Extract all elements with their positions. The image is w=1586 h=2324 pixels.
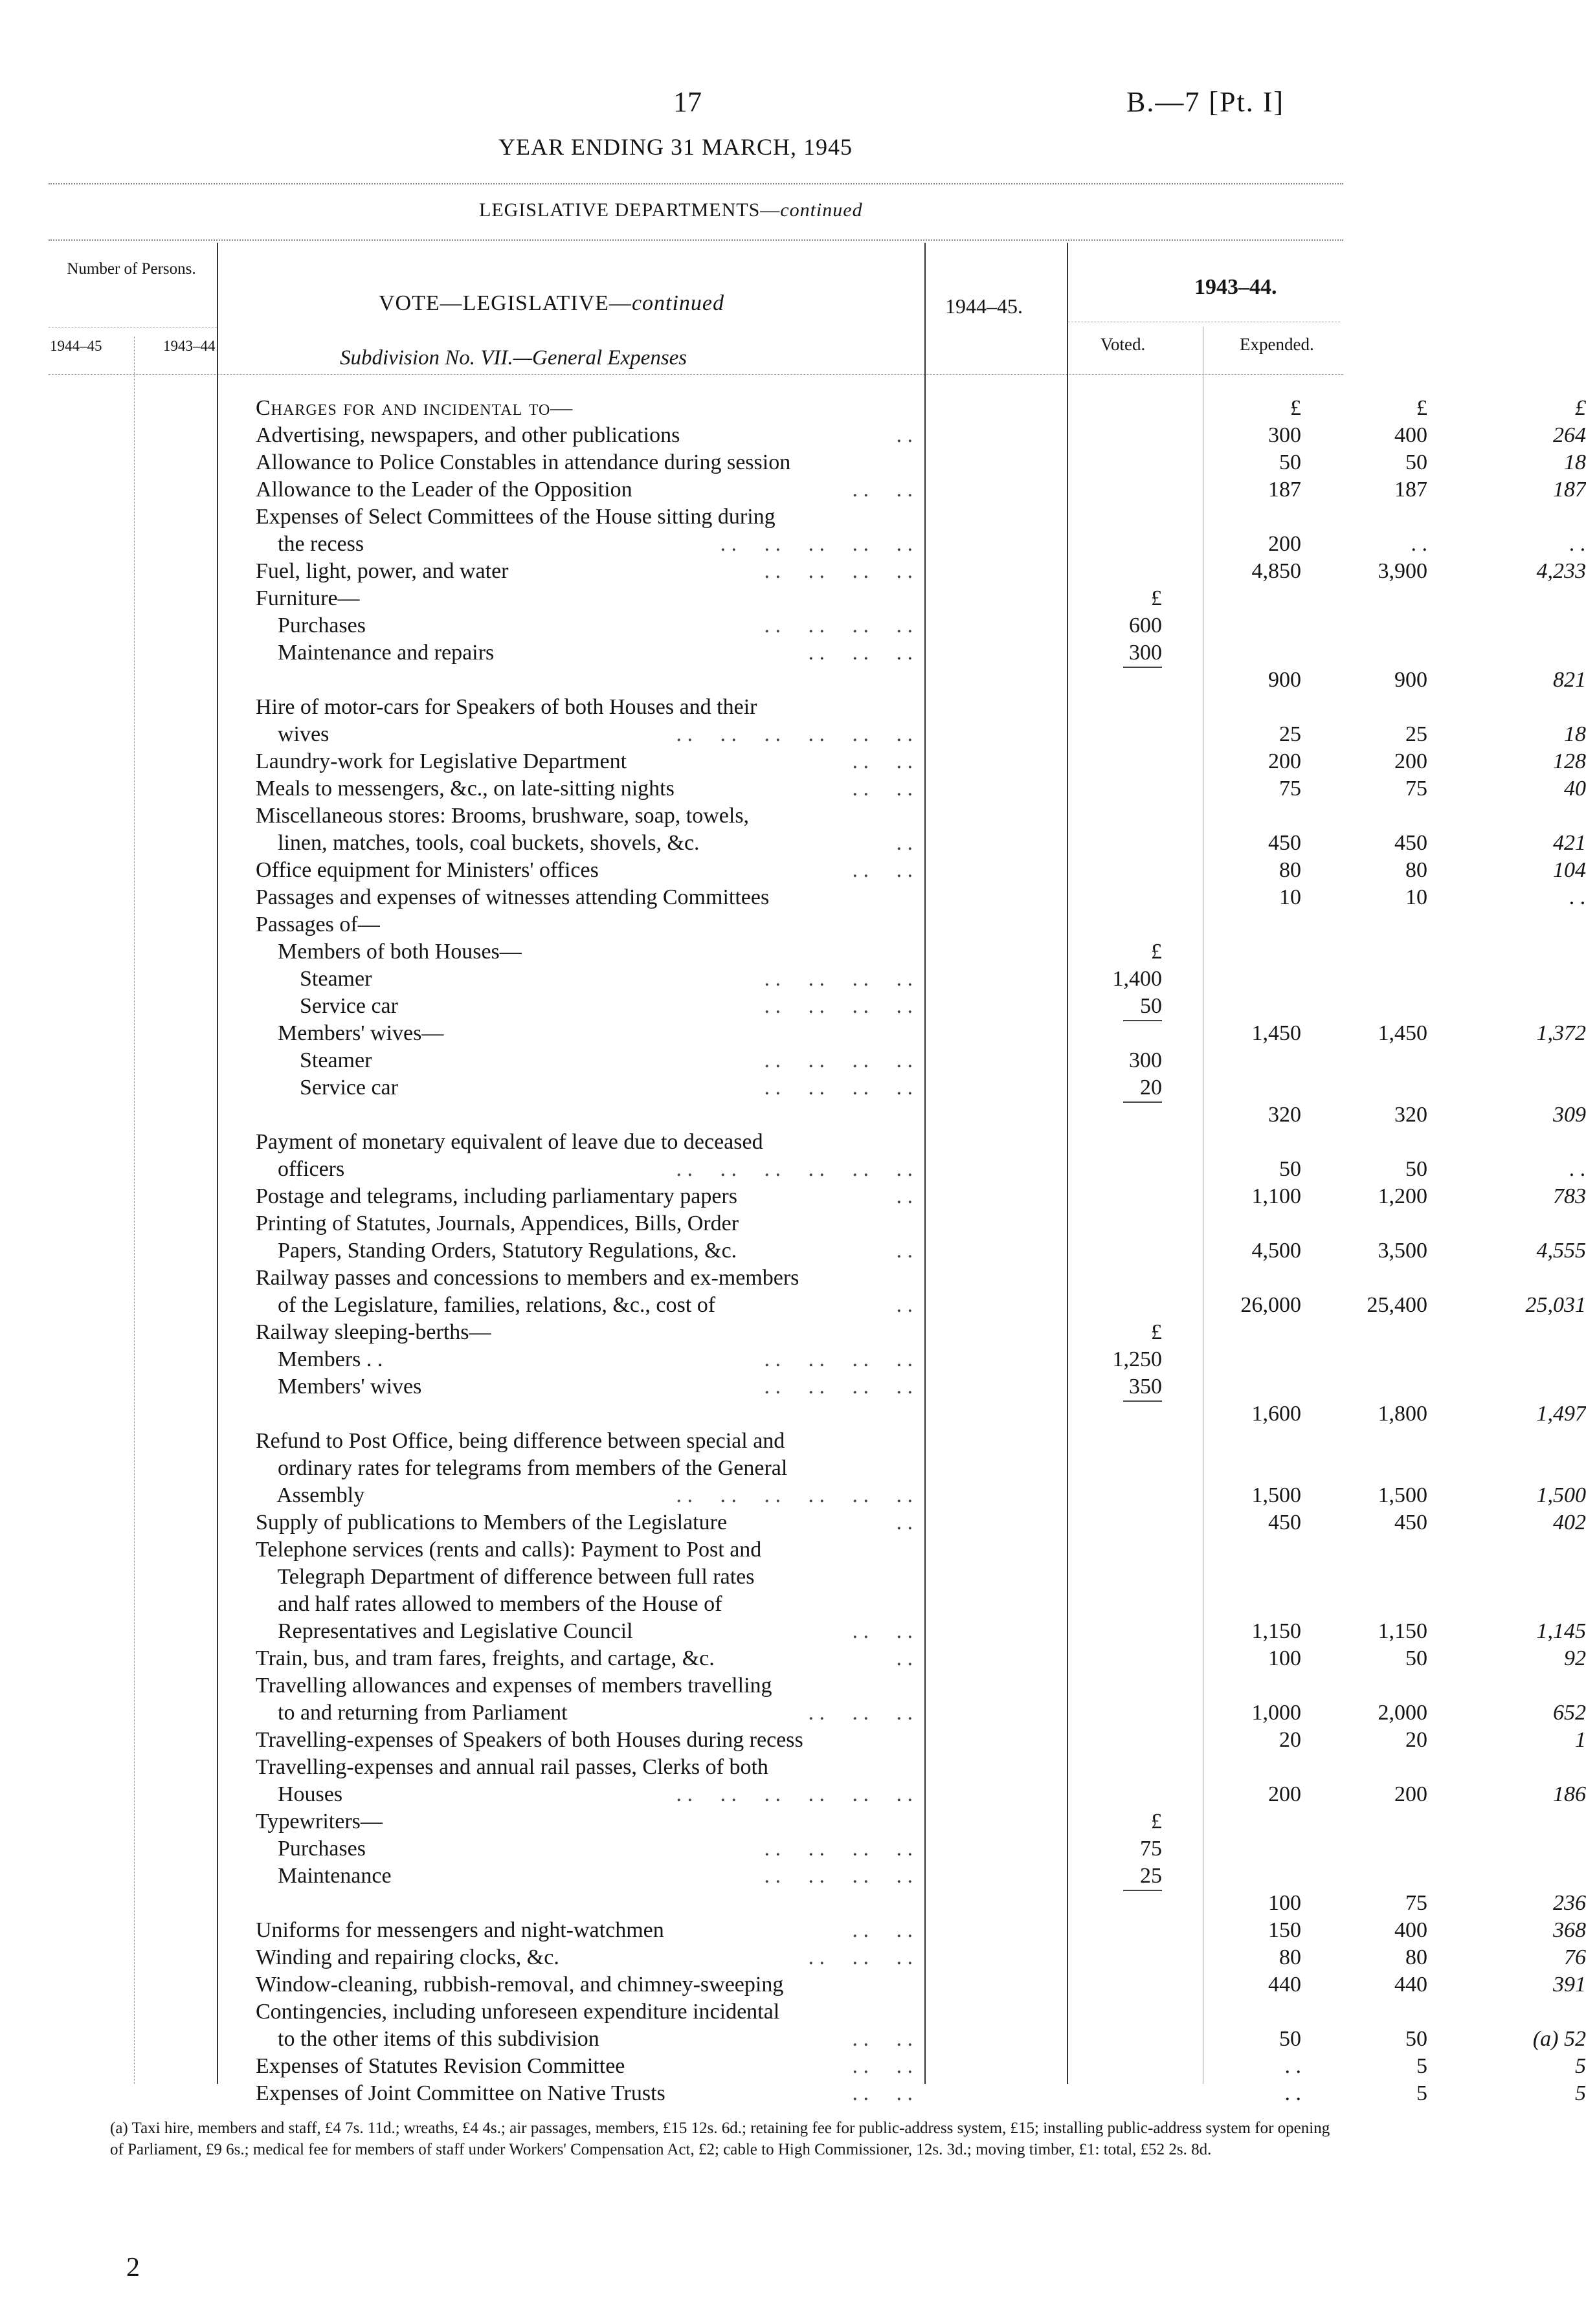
table-row (256, 1781, 1586, 1808)
amount-voted-1943-44: 50 (1405, 1157, 1427, 1181)
table-row (256, 1890, 1586, 1917)
table-row (256, 1101, 1586, 1129)
table-row (256, 1020, 1586, 1047)
amount-expended-1943-44: . . (1569, 532, 1586, 556)
amount-1944-45: 900 (1268, 668, 1301, 692)
row-label: Postage and telegrams, including parliamentary papers . . (256, 1183, 913, 1210)
amount-expended-1943-44: 821 (1553, 668, 1586, 692)
table-row (256, 1346, 1460, 1373)
amount-voted-1943-44: 400 (1394, 1918, 1427, 1942)
amount-voted-1943-44: 75 (1405, 777, 1427, 801)
table-row (256, 1047, 1460, 1074)
number-of-persons-header: Number of Persons. (67, 260, 196, 278)
table-row (256, 1210, 1460, 1237)
amount-1944-45: 187 (1268, 478, 1301, 502)
amount-voted-1943-44: 187 (1394, 478, 1427, 502)
amount-voted-1943-44: 75 (1405, 1891, 1427, 1915)
amount-expended-1943-44: 402 (1553, 1511, 1586, 1534)
row-label: Members' wives— (256, 1021, 444, 1045)
row-label: Payment of monetary equivalent of leave due to deceased (256, 1130, 763, 1154)
amount-expended-1943-44: 1 (1575, 1728, 1586, 1752)
row-label: to the other items of this subdivision . . . . (256, 2026, 913, 2053)
amount-1944-45: 200 (1268, 532, 1301, 556)
table-row (256, 2053, 1586, 2080)
amount-voted-1943-44: 200 (1394, 1782, 1427, 1806)
table-row (256, 1699, 1586, 1727)
amount-expended-1943-44: 5 (1575, 2054, 1586, 2078)
amount-expended-1943-44: 1,497 (1536, 1402, 1586, 1426)
leader-dots: . . . . (852, 1619, 913, 1643)
leader-dots: . . . . . . (808, 1701, 913, 1725)
table-row (256, 531, 1586, 558)
amount-1944-45: . . (1284, 2054, 1301, 2078)
document-code: B.—7 [Pt. I] (1126, 86, 1284, 118)
row-label: Purchases . . . . . . . . (256, 612, 913, 639)
amount-voted-1943-44: 3,500 (1378, 1239, 1427, 1263)
expense-table (256, 395, 1586, 2107)
row-label: Refund to Post Office, being difference between special and (256, 1429, 785, 1453)
amount-voted-1943-44: . . (1411, 532, 1427, 556)
table-row (256, 857, 1586, 884)
amount-expended-1943-44: 186 (1553, 1782, 1586, 1806)
leader-dots: . . . . . . . . . . (720, 532, 913, 556)
amount-expended-1943-44: 92 (1564, 1646, 1586, 1670)
amount-1944-45: 25 (1279, 722, 1301, 746)
row-label: Uniforms for messengers and night-watchmen . . . . (256, 1917, 913, 1944)
row-label: Winding and repairing clocks, &c. . . . . . . (256, 1944, 913, 1971)
row-label: and half rates allowed to members of the House of (256, 1592, 722, 1616)
row-label: Typewriters— (256, 1809, 383, 1833)
table-row (256, 395, 1586, 422)
row-label: Window-cleaning, rubbish-removal, and chimney-sweeping (256, 1973, 784, 1997)
amount-1944-45: 100 (1268, 1891, 1301, 1915)
table-row (256, 1129, 1460, 1156)
page-number: 17 (673, 86, 702, 118)
table-top-divider (49, 239, 1343, 241)
table-row (256, 476, 1586, 504)
row-label: of the Legislature, families, relations, &c., cost of . . (256, 1292, 913, 1319)
amount-1944-45: 20 (1279, 1728, 1301, 1752)
leader-dots: . . . . (852, 1918, 913, 1942)
sub-amount: £ (1151, 586, 1162, 610)
leader-dots: . . . . . . (808, 641, 913, 665)
row-label: Expenses of Statutes Revision Committee . . . . (256, 2053, 913, 2080)
table-row (256, 1373, 1460, 1400)
row-label: to and returning from Parliament . . . . . . (256, 1699, 913, 1727)
leader-dots: . . . . (852, 777, 913, 801)
table-row (256, 612, 1460, 639)
amount-1944-45: 1,100 (1251, 1184, 1301, 1208)
sub-amount: 1,250 (1112, 1347, 1162, 1371)
leader-dots: . . . . (852, 2054, 913, 2078)
amount-1944-45: 320 (1268, 1103, 1301, 1127)
table-row (256, 1591, 1460, 1618)
amount-expended-1943-44: 391 (1553, 1973, 1586, 1997)
row-label: Train, bus, and tram fares, freights, and cartage, &c. . . (256, 1645, 913, 1672)
amount-voted-1943-44: 25,400 (1367, 1293, 1427, 1317)
row-label: ordinary rates for telegrams from members of the General (256, 1456, 788, 1480)
leader-dots: . . . . . . . . (764, 1076, 913, 1100)
amount-expended-1943-44: 368 (1553, 1918, 1586, 1942)
amount-1944-45: 200 (1268, 749, 1301, 773)
amount-expended-1943-44: . . (1569, 1157, 1586, 1181)
amount-voted-1943-44: 80 (1405, 858, 1427, 882)
amount-voted-1943-44: 5 (1416, 2054, 1427, 2078)
table-row (256, 639, 1460, 667)
table-row (256, 1509, 1586, 1536)
table-row (256, 1808, 1460, 1835)
amount-voted-1943-44: 50 (1405, 2027, 1427, 2051)
table-row (256, 993, 1460, 1020)
header-divider (49, 183, 1343, 184)
amount-expended-1943-44: 309 (1553, 1103, 1586, 1127)
subtotal-rule (1123, 1020, 1162, 1021)
amount-voted-1943-44: 3,900 (1378, 559, 1427, 583)
row-label: Maintenance . . . . . . . . (256, 1863, 913, 1890)
table-row (256, 830, 1586, 857)
table-row (256, 585, 1460, 612)
row-label: linen, matches, tools, coal buckets, shovels, &c. . . (256, 830, 913, 857)
table-row (256, 1265, 1460, 1292)
row-label: Service car . . . . . . . . (256, 1074, 913, 1101)
amount-1944-45: 1,600 (1251, 1402, 1301, 1426)
amount-expended-1943-44: 104 (1553, 858, 1586, 882)
amount-voted-1943-44: 1,200 (1378, 1184, 1427, 1208)
leader-dots: . . (896, 1184, 913, 1208)
table-row (256, 1536, 1460, 1564)
amount-1944-45: 50 (1279, 2027, 1301, 2051)
row-label: Members . . . . . . . . . . (256, 1346, 913, 1373)
sub-amount: £ (1151, 940, 1162, 964)
table-row (256, 422, 1586, 449)
row-label: Allowance to Police Constables in attendance during session (256, 450, 791, 474)
leader-dots: . . . . . . . . . . . . (676, 1782, 913, 1806)
amount-expended-1943-44: 264 (1553, 423, 1586, 447)
sub-amount: 25 (1140, 1864, 1162, 1888)
table-row (256, 748, 1586, 775)
row-label: Office equipment for Ministers' offices . . . . (256, 857, 913, 884)
amount-voted-1943-44: 400 (1394, 423, 1427, 447)
row-label: Houses . . . . . . . . . . . . (256, 1781, 913, 1808)
vote-heading: VOTE—LEGISLATIVE—continued (379, 291, 725, 315)
leader-dots: . . . . . . . . (764, 1048, 913, 1072)
amount-1944-45: . . (1284, 2081, 1301, 2105)
sub-amount: 75 (1140, 1837, 1162, 1861)
table-row (256, 504, 1460, 531)
table-row (256, 694, 1460, 721)
leader-dots: . . (896, 1293, 913, 1317)
leader-dots: . . . . . . . . . . . . (676, 1157, 913, 1181)
amount-expended-1943-44: . . (1569, 885, 1586, 909)
subtotal-rule (1123, 1400, 1162, 1402)
amount-1944-45: 4,500 (1251, 1239, 1301, 1263)
amount-expended-1943-44: 187 (1553, 478, 1586, 502)
department-heading: LEGISLATIVE DEPARTMENTS—continued (479, 199, 863, 221)
table-row (256, 721, 1586, 748)
row-label: Representatives and Legislative Council . . . . (256, 1618, 913, 1645)
amount-voted-1943-44: 5 (1416, 2081, 1427, 2105)
persons-year-1944-45: 1944–45 (50, 338, 102, 354)
amount-expended-1943-44: 18 (1564, 450, 1586, 474)
amount-expended-1943-44: 783 (1553, 1184, 1586, 1208)
amount-voted-1943-44: 200 (1394, 749, 1427, 773)
table-row (256, 1618, 1586, 1645)
row-label: Members of both Houses— (256, 940, 522, 964)
amount-1944-45: 440 (1268, 1973, 1301, 1997)
amount-1944-45: 4,850 (1251, 559, 1301, 583)
row-label: Expenses of Joint Committee on Native Trusts . . . . (256, 2080, 913, 2107)
amount-expended-1943-44: 40 (1564, 777, 1586, 801)
amount-1944-45: 150 (1268, 1918, 1301, 1942)
amount-expended-1943-44: 1,500 (1536, 1483, 1586, 1507)
amount-expended-1943-44: (a) 52 (1532, 2027, 1586, 2051)
table-row (256, 558, 1586, 585)
footnote: (a) Taxi hire, members and staff, £4 7s. 11d.; wreaths, £4 4s.; air passages, members, £15 12s. 6d.; retaining fee for public-address system, £15; installing public-address system for opening of Parliament, £9 6s.; medical fee for members of staff under Workers' Compensation Act, £2; cable to High Commissioner, 12s. 3d.; moving timber, £1: total, £52 2s. 8d. (110, 2119, 1330, 2158)
table-row (256, 1292, 1586, 1319)
table-row (256, 2026, 1586, 2053)
row-label: Travelling-expenses and annual rail passes, Clerks of both (256, 1755, 768, 1779)
column-1944-45: 1944–45. (945, 294, 1023, 318)
table-row (256, 1564, 1460, 1591)
table-row (256, 1917, 1586, 1944)
sub-amount: 300 (1129, 641, 1162, 665)
sub-amount: 350 (1129, 1375, 1162, 1399)
amount-voted-1943-44: 10 (1405, 885, 1427, 909)
table-row (256, 1183, 1586, 1210)
amount-expended-1943-44: 1,372 (1536, 1021, 1586, 1045)
row-label: Travelling allowances and expenses of members travelling (256, 1674, 772, 1698)
row-label: Miscellaneous stores: Brooms, brushware, soap, towels, (256, 804, 750, 828)
row-label: Advertising, newspapers, and other publications . . (256, 422, 913, 449)
table-row (256, 667, 1586, 694)
subtotal-rule (1123, 1101, 1162, 1103)
amount-1944-45: 75 (1279, 777, 1301, 801)
leader-dots: . . . . . . . . (764, 967, 913, 991)
table-row (256, 1428, 1460, 1455)
subtotal-rule (1123, 667, 1162, 668)
row-label: Railway sleeping-berths— (256, 1320, 491, 1344)
amount-1944-45: 80 (1279, 858, 1301, 882)
amount-voted-1943-44: 25 (1405, 722, 1427, 746)
table-row (256, 1482, 1586, 1509)
leader-dots: . . . . . . . . (764, 1375, 913, 1399)
table-row (256, 1237, 1586, 1265)
leader-dots: . . . . (852, 858, 913, 882)
table-row (256, 1835, 1460, 1863)
table-row (256, 1998, 1460, 2026)
table-row (256, 1944, 1586, 1971)
row-label: Printing of Statutes, Journals, Appendices, Bills, Order (256, 1212, 739, 1235)
amount-voted-1943-44: 1,800 (1378, 1402, 1427, 1426)
table-row (256, 1319, 1460, 1346)
amount-voted-1943-44: 320 (1394, 1103, 1427, 1127)
amount-expended-1943-44: 652 (1553, 1701, 1586, 1725)
amount-1944-45: 50 (1279, 450, 1301, 474)
table-row (256, 966, 1460, 993)
amount-expended-1943-44: 25,031 (1525, 1293, 1586, 1317)
table-row (256, 1455, 1460, 1482)
amount-1944-45: 1,000 (1251, 1701, 1301, 1725)
amount-voted-1943-44: 1,150 (1378, 1619, 1427, 1643)
sub-amount: 300 (1129, 1048, 1162, 1072)
amount-1944-45: 300 (1268, 423, 1301, 447)
table-row (256, 938, 1460, 966)
row-label: Charges for and incidental to— (256, 396, 574, 420)
table-row (256, 1645, 1586, 1672)
row-label: officers . . . . . . . . . . . . (256, 1156, 913, 1183)
leader-dots: . . . . . . . . (764, 994, 913, 1018)
table-row (256, 2080, 1586, 2107)
row-label: Furniture— (256, 586, 360, 610)
amount-1944-45: 200 (1268, 1782, 1301, 1806)
table-row (256, 1672, 1460, 1699)
amount-1944-45: 100 (1268, 1646, 1301, 1670)
row-label: Steamer . . . . . . . . (256, 1047, 913, 1074)
amount-voted-1943-44: 50 (1405, 450, 1427, 474)
amount-voted-1943-44: 900 (1394, 668, 1427, 692)
row-label: Telephone services (rents and calls): Payment to Post and (256, 1538, 762, 1562)
leader-dots: . . . . (852, 2027, 913, 2051)
leader-dots: . . . . . . . . (764, 559, 913, 583)
amount-1944-45: 80 (1279, 1945, 1301, 1969)
table-header-rule (49, 374, 1343, 375)
row-label: Service car . . . . . . . . (256, 993, 913, 1020)
row-label: Meals to messengers, &c., on late-sitting nights . . . . (256, 775, 913, 802)
amount-voted-1943-44: 50 (1405, 1646, 1427, 1670)
row-label: Hire of motor-cars for Speakers of both Houses and their (256, 695, 757, 719)
subtotal-rule (1123, 1890, 1162, 1891)
row-label: Railway passes and concessions to members and ex-members (256, 1266, 799, 1290)
amount-voted-1943-44: 2,000 (1378, 1701, 1427, 1725)
amount-1944-45: 50 (1279, 1157, 1301, 1181)
amount-expended-1943-44: 236 (1553, 1891, 1586, 1915)
sub-amount: £ (1151, 1809, 1162, 1833)
amount-expended-1943-44: 421 (1553, 831, 1586, 855)
row-label: Passages of— (256, 913, 380, 936)
table-row (256, 1074, 1460, 1101)
column-1943-44: 1943–44. (1194, 275, 1277, 299)
row-label: Supply of publications to Members of the Legislature . . (256, 1509, 913, 1536)
row-label: Passages and expenses of witnesses attending Committees (256, 885, 770, 909)
leader-dots: . . (896, 423, 913, 447)
amount-1944-45: 1,450 (1251, 1021, 1301, 1045)
leader-dots: . . . . . . . . (764, 614, 913, 637)
sub-amount: 20 (1140, 1076, 1162, 1100)
leader-dots: . . . . . . . . . . . . (676, 1483, 913, 1507)
persons-column-divider (134, 337, 135, 2084)
table-row (256, 1727, 1586, 1754)
page-footer-number: 2 (126, 2253, 140, 2283)
amount-1944-45: 1,500 (1251, 1483, 1301, 1507)
row-label: Allowance to the Leader of the Opposition . . . . (256, 476, 913, 504)
table-row (256, 449, 1586, 476)
amount-voted-1943-44: 1,450 (1378, 1021, 1427, 1045)
table-row (256, 802, 1460, 830)
amount-1944-45: 450 (1268, 1511, 1301, 1534)
row-label: Assembly . . . . . . . . . . . . (256, 1482, 913, 1509)
amount-voted-1943-44: £ (1416, 396, 1427, 420)
row-label: Laundry-work for Legislative Department . . . . (256, 748, 913, 775)
leader-dots: . . . . . . (808, 1945, 913, 1969)
column-expended: Expended. (1240, 335, 1314, 354)
row-label: Maintenance and repairs . . . . . . (256, 639, 913, 667)
table-row (256, 911, 1460, 938)
row-label: Expenses of Select Committees of the House sitting during (256, 505, 776, 529)
sub-amount: £ (1151, 1320, 1162, 1344)
amount-1944-45: £ (1290, 396, 1301, 420)
column-voted: Voted. (1100, 335, 1146, 354)
row-label: Telegraph Department of difference between full rates (256, 1565, 755, 1589)
leader-dots: . . . . (852, 2081, 913, 2105)
table-row (256, 1400, 1586, 1428)
subdivision-heading: Subdivision No. VII.—General Expenses (340, 346, 687, 370)
amount-expended-1943-44: 128 (1553, 749, 1586, 773)
leader-dots: . . . . . . . . (764, 1347, 913, 1371)
row-label: Fuel, light, power, and water . . . . . . . . (256, 558, 913, 585)
table-row (256, 1971, 1586, 1998)
amount-voted-1943-44: 440 (1394, 1973, 1427, 1997)
amount-expended-1943-44: 5 (1575, 2081, 1586, 2105)
leader-dots: . . . . . . . . . . . . (676, 722, 913, 746)
table-row (256, 775, 1586, 802)
leader-dots: . . (896, 831, 913, 855)
amount-voted-1943-44: 450 (1394, 1511, 1427, 1534)
amount-expended-1943-44: 1,145 (1536, 1619, 1586, 1643)
row-label: Travelling-expenses of Speakers of both Houses during recess (256, 1728, 803, 1752)
sub-amount: 1,400 (1112, 967, 1162, 991)
persons-year-1943-44: 1943–44 (163, 338, 216, 354)
amount-1944-45: 26,000 (1240, 1293, 1301, 1317)
leader-dots: . . (896, 1511, 913, 1534)
leader-dots: . . (896, 1646, 913, 1670)
table-row (256, 1156, 1586, 1183)
leader-dots: . . . . (852, 749, 913, 773)
year-heading: YEAR ENDING 31 MARCH, 1945 (498, 134, 853, 160)
table-row (256, 1863, 1460, 1890)
row-label: Members' wives . . . . . . . . (256, 1373, 913, 1400)
leader-dots: . . . . . . . . (764, 1837, 913, 1861)
amount-voted-1943-44: 450 (1394, 831, 1427, 855)
row-label: wives . . . . . . . . . . . . (256, 721, 913, 748)
row-label: Papers, Standing Orders, Statutory Regulations, &c. . . (256, 1237, 913, 1265)
amount-voted-1943-44: 20 (1405, 1728, 1427, 1752)
amount-1944-45: 1,150 (1251, 1619, 1301, 1643)
amount-expended-1943-44: 76 (1564, 1945, 1586, 1969)
sub-amount: 600 (1129, 614, 1162, 637)
amount-expended-1943-44: 18 (1564, 722, 1586, 746)
description-left-border (217, 243, 218, 2084)
leader-dots: . . (896, 1239, 913, 1263)
row-label: Steamer . . . . . . . . (256, 966, 913, 993)
amount-expended-1943-44: 4,233 (1536, 559, 1586, 583)
amount-voted-1943-44: 1,500 (1378, 1483, 1427, 1507)
amount-voted-1943-44: 80 (1405, 1945, 1427, 1969)
row-label: the recess . . . . . . . . . . (256, 531, 913, 558)
row-label: Purchases . . . . . . . . (256, 1835, 913, 1863)
amount-1944-45: 10 (1279, 885, 1301, 909)
amount-expended-1943-44: £ (1575, 396, 1586, 420)
row-label: Contingencies, including unforeseen expenditure incidental (256, 2000, 780, 2024)
leader-dots: . . . . . . . . (764, 1864, 913, 1888)
table-row (256, 1754, 1460, 1781)
leader-dots: . . . . (852, 478, 913, 502)
table-row (256, 884, 1586, 911)
sub-amount: 50 (1140, 994, 1162, 1018)
amount-1944-45: 450 (1268, 831, 1301, 855)
amount-expended-1943-44: 4,555 (1536, 1239, 1586, 1263)
